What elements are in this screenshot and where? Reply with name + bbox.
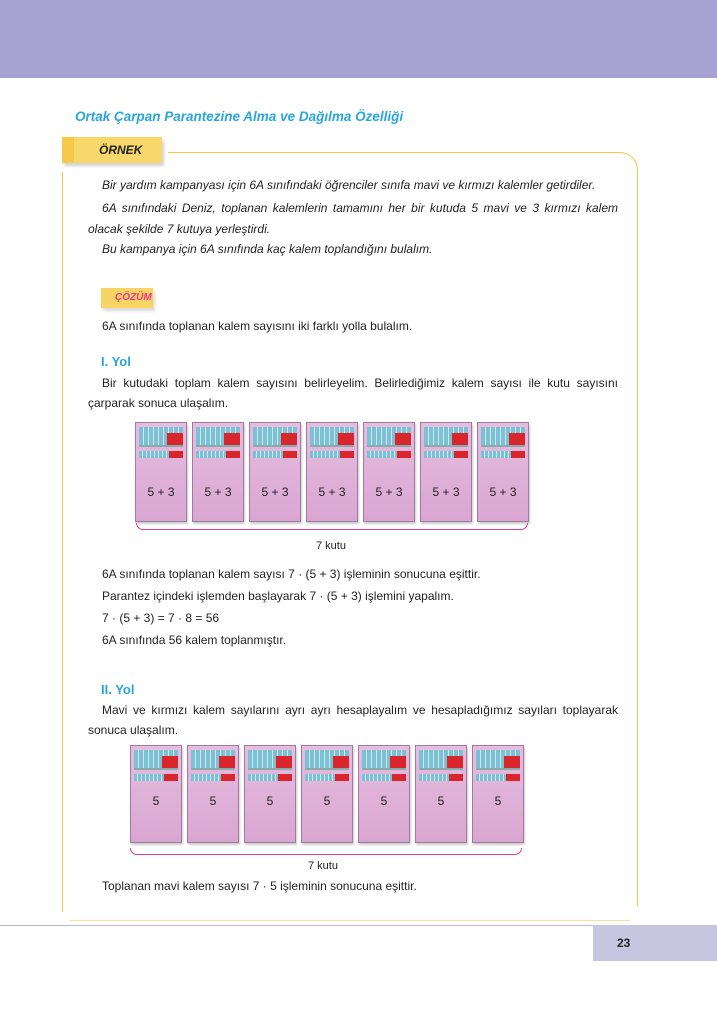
box-label: 5 <box>323 794 331 808</box>
pencil-box <box>130 745 182 843</box>
red-pencils-icon <box>395 433 411 445</box>
ornek-label-text: ÖRNEK <box>99 143 143 157</box>
red-pencil-row-icon <box>164 774 178 781</box>
red-pencil-row-icon <box>392 774 406 781</box>
pencil-box <box>363 422 415 522</box>
pencil-box <box>135 422 187 522</box>
frame-left <box>62 172 63 912</box>
page-number-box <box>593 925 717 961</box>
pencil-box <box>477 422 529 522</box>
pencil-box <box>472 745 524 843</box>
pencil-box <box>420 422 472 522</box>
method-1-heading: I. Yol <box>101 354 131 369</box>
red-pencil-row-icon <box>226 451 240 458</box>
frame-top <box>168 152 623 153</box>
red-pencils-icon <box>162 756 178 768</box>
section-title: Ortak Çarpan Parantezine Alma ve Dağılma Özelliği <box>75 109 404 124</box>
box-label: 5 + 3 <box>432 485 460 499</box>
frame-right <box>605 152 638 906</box>
red-pencils-icon <box>333 756 349 768</box>
box-label: 5 <box>152 794 160 808</box>
red-pencils-icon <box>224 433 240 445</box>
problem-paragraph: Bir yardım kampanyası için 6A sınıfındaki öğrenciler sınıfa mavi ve kırmızı kalemler getirdiler. <box>102 178 596 192</box>
red-pencil-row-icon <box>335 774 349 781</box>
red-pencil-row-icon <box>278 774 292 781</box>
box-label: 5 <box>380 794 388 808</box>
red-pencil-row-icon <box>169 451 183 458</box>
box-label: 5 <box>209 794 217 808</box>
red-pencils-icon <box>167 433 183 445</box>
brace <box>130 848 522 855</box>
solution-intro: 6A sınıfında toplanan kalem sayısını iki farklı yolla bulalım. <box>102 319 413 333</box>
method-1-line: Parantez içindeki işlemden başlayarak 7 · (5 + 3) işlemini yapalım. <box>102 589 454 603</box>
red-pencil-row-icon <box>221 774 235 781</box>
red-pencils-icon <box>276 756 292 768</box>
box-label: 5 <box>266 794 274 808</box>
red-pencils-icon <box>509 433 525 445</box>
cozum-label-text: ÇÖZÜM <box>115 292 152 303</box>
box-count-label: 7 kutu <box>308 860 338 872</box>
red-pencils-icon <box>281 433 297 445</box>
pencil-box <box>301 745 353 843</box>
red-pencils-icon <box>219 756 235 768</box>
pencil-box <box>358 745 410 843</box>
pencil-box <box>415 745 467 843</box>
method-1-line: 7 · (5 + 3) = 7 · 8 = 56 <box>102 611 220 625</box>
red-pencil-row-icon <box>511 451 525 458</box>
pencil-box <box>249 422 301 522</box>
method-1-line: 6A sınıfında toplanan kalem sayısı 7 · (5 + 3) işleminin sonucuna eşittir. <box>102 567 481 581</box>
pencil-box <box>244 745 296 843</box>
method-2-text: Mavi ve kırmızı kalem sayılarını ayrı ayrı hesaplayalım ve hesapladığımız sayıları toplayarak sonuca ulaşalım. <box>88 703 618 737</box>
red-pencil-row-icon <box>506 774 520 781</box>
ornek-label <box>62 137 162 163</box>
box-label: 5 + 3 <box>147 485 175 499</box>
box-count-label: 7 kutu <box>316 540 346 552</box>
red-pencil-row-icon <box>454 451 468 458</box>
pencil-box <box>306 422 358 522</box>
red-pencils-icon <box>338 433 354 445</box>
box-label: 5 <box>494 794 502 808</box>
box-label: 5 <box>437 794 445 808</box>
footer-line <box>0 925 593 926</box>
box-label: 5 + 3 <box>489 485 517 499</box>
method-1-text: Bir kutudaki toplam kalem sayısını belirleyelim. Belirlediğimiz kalem sayısı ile kutu sayısını çarparak sonuca ulaşalım. <box>88 376 618 410</box>
box-label: 5 + 3 <box>375 485 403 499</box>
cozum-label <box>101 288 153 308</box>
red-pencil-row-icon <box>340 451 354 458</box>
box-label: 5 + 3 <box>204 485 232 499</box>
method-1-line: 6A sınıfında 56 kalem toplanmıştır. <box>102 633 287 647</box>
header-band <box>0 0 717 78</box>
red-pencil-row-icon <box>449 774 463 781</box>
red-pencil-row-icon <box>283 451 297 458</box>
red-pencil-row-icon <box>397 451 411 458</box>
box-label: 5 + 3 <box>261 485 289 499</box>
red-pencils-icon <box>447 756 463 768</box>
red-pencils-icon <box>504 756 520 768</box>
method-2-heading: II. Yol <box>101 682 135 697</box>
problem-paragraph: 6A sınıfındaki Deniz, toplanan kalemlerin tamamını her bir kutuda 5 mavi ve 3 kırmızı kalem olacak şekilde 7 kutuya yerleştirdi. <box>88 201 618 236</box>
frame-bottom <box>70 920 630 921</box>
red-pencils-icon <box>452 433 468 445</box>
pencil-box <box>187 745 239 843</box>
page-number: 23 <box>617 936 631 950</box>
red-pencils-icon <box>390 756 406 768</box>
box-label: 5 + 3 <box>318 485 346 499</box>
method-2-line: Toplanan mavi kalem sayısı 7 · 5 işleminin sonucuna eşittir. <box>102 879 417 893</box>
brace <box>136 523 528 530</box>
pencil-box <box>192 422 244 522</box>
problem-paragraph: Bu kampanya için 6A sınıfında kaç kalem toplandığını bulalım. <box>102 242 433 256</box>
